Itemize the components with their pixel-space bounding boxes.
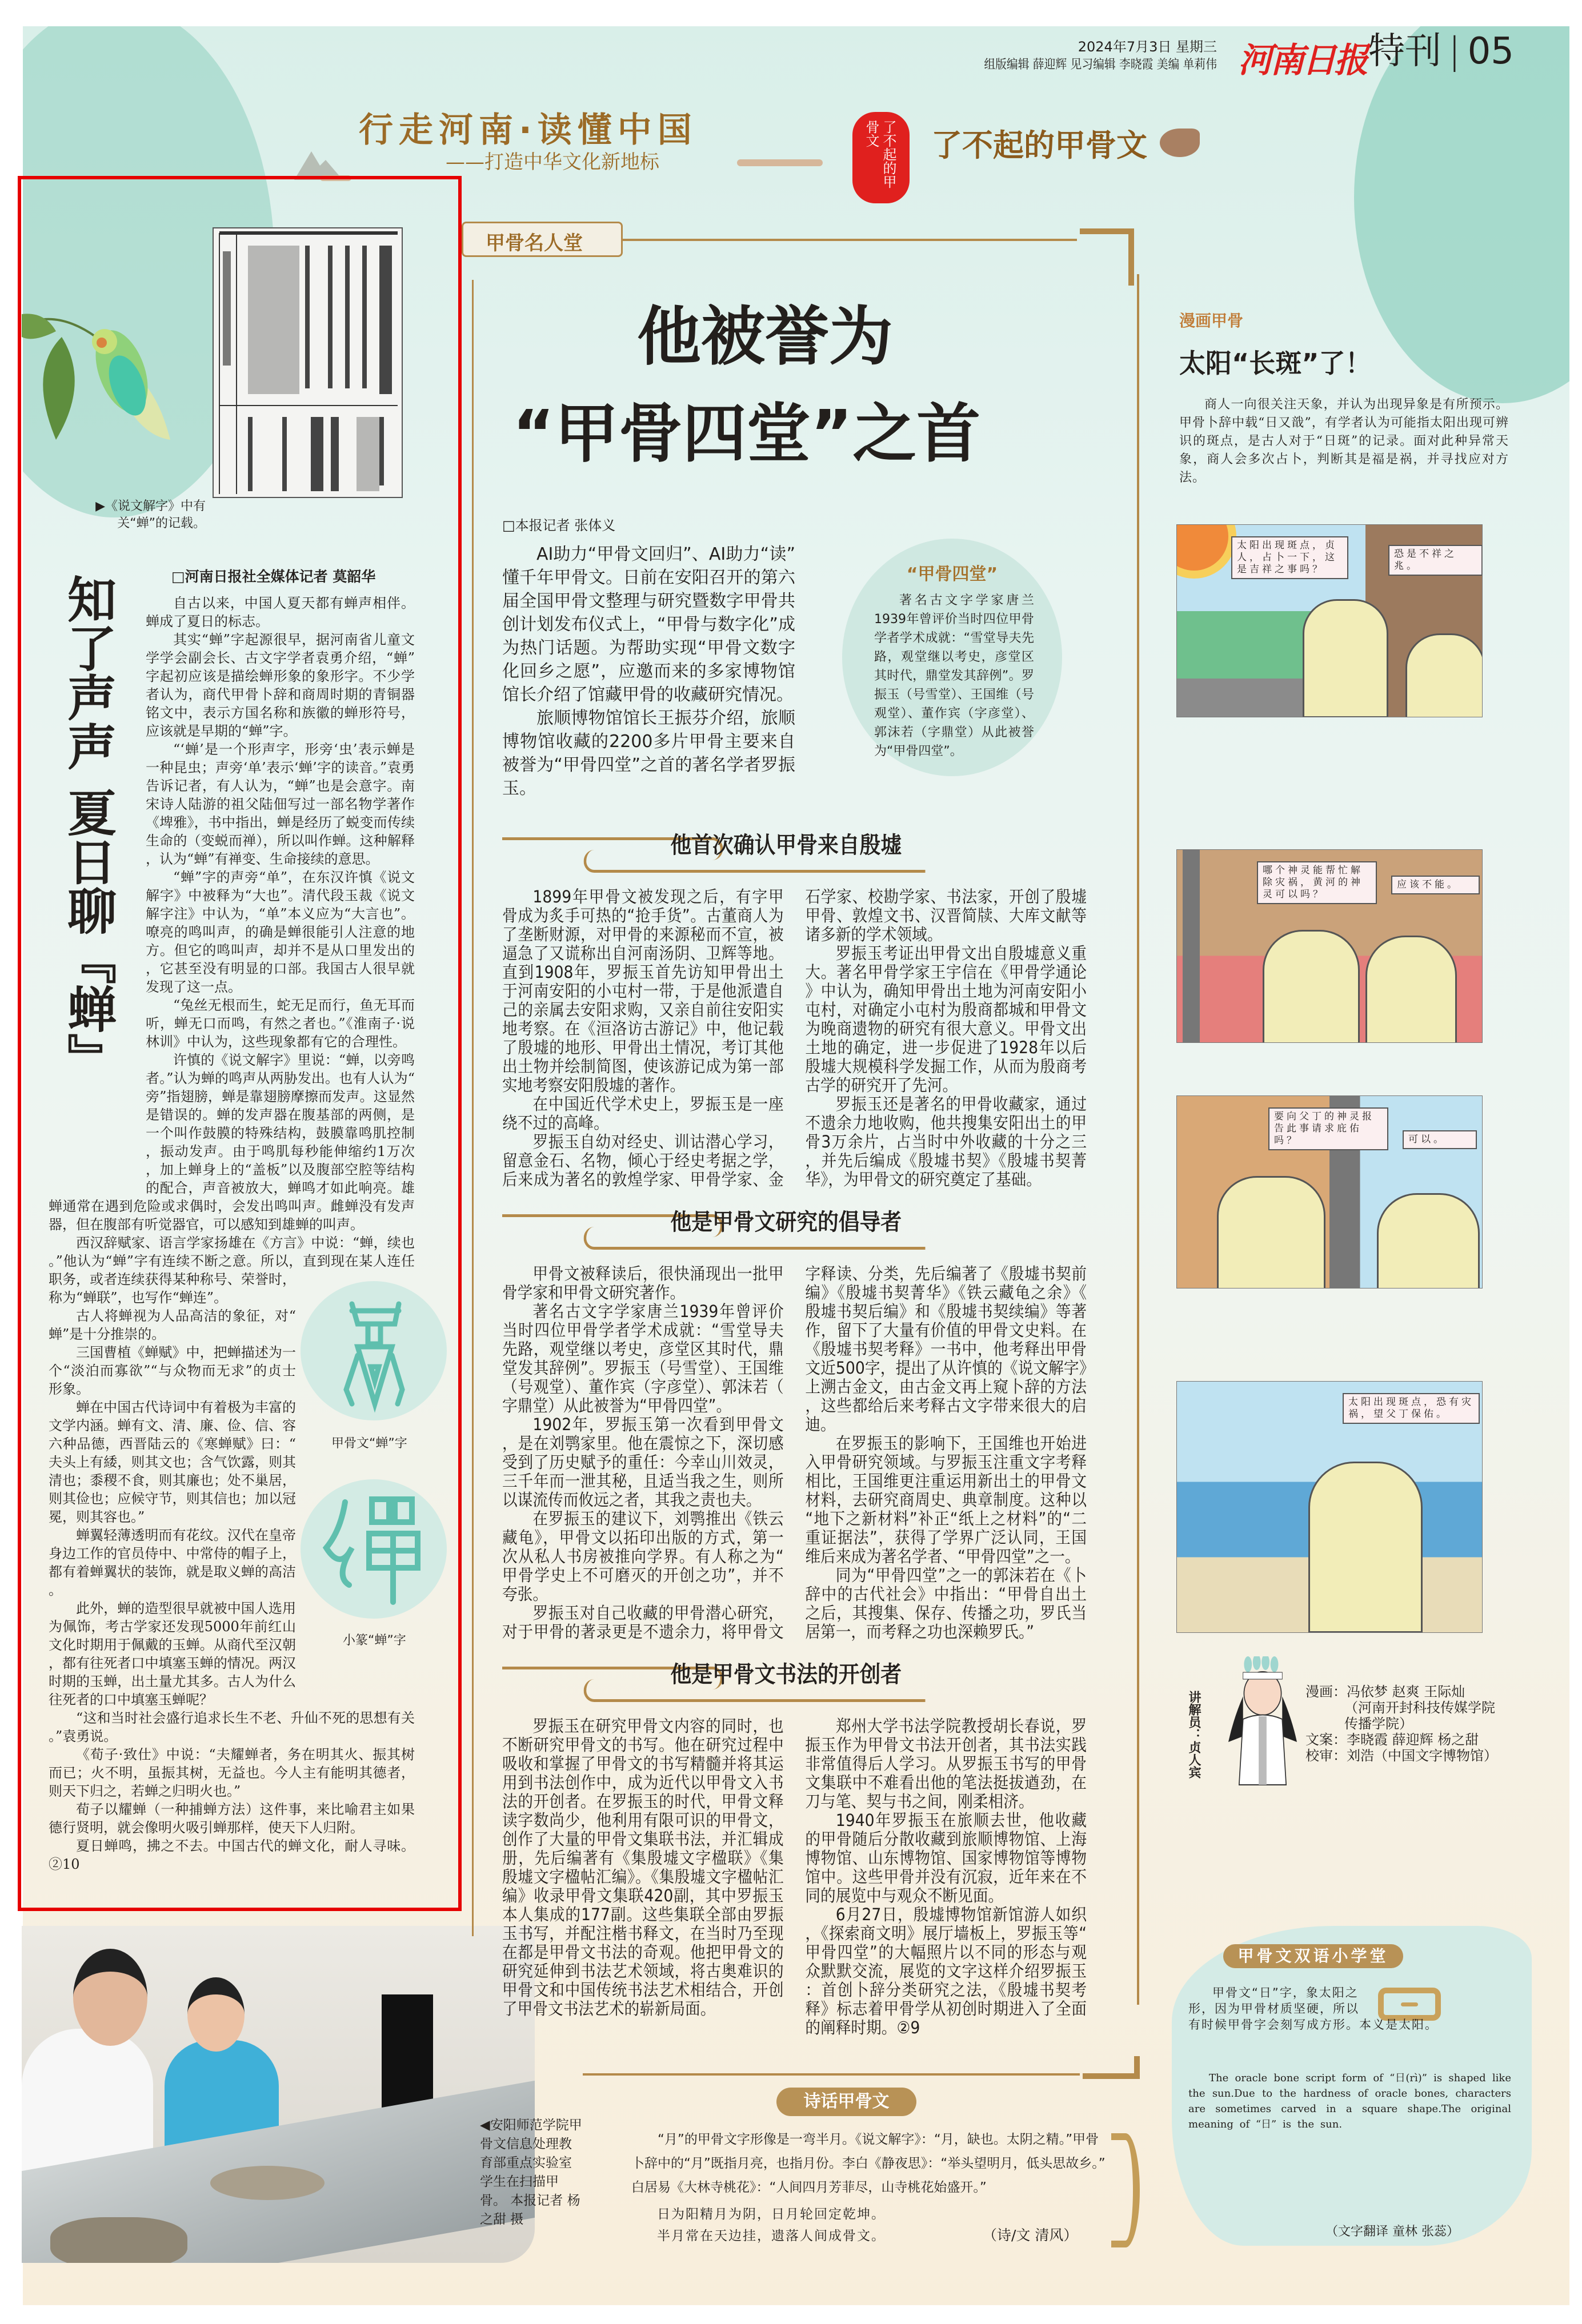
left-byline: □河南日报社全媒体记者 莫韶华	[171, 568, 376, 585]
comic-panel-1	[1176, 524, 1483, 717]
oracle-glyph-circle	[301, 1281, 447, 1420]
bilingual-english-text: The oracle bone script form of “日(rì)” is shaped like the sun.Due to the hardness of oracle bones, characters are sometimes carved in a square shape.The original meaning of “日” is the sun.	[1188, 2072, 1511, 2130]
speech-bubble: 哪个神灵能帮忙解除灾祸，黄河的神灵可以吗？	[1257, 861, 1377, 904]
comic-panel-3	[1176, 1095, 1483, 1289]
paragraph: 在中国近代学术史上，罗振玉是一座绕不过的高峰。	[502, 1094, 784, 1133]
gold-rule-vertical	[1137, 274, 1139, 2005]
king-figure	[1303, 599, 1388, 717]
main-article-sections	[502, 827, 1087, 2037]
comic-panel-2	[1176, 849, 1483, 1043]
speech-bubble: 要向父丁的神灵报告此事请求庇佑吗？	[1268, 1107, 1388, 1150]
gold-rule-vertical	[472, 280, 474, 1936]
paragraph: “‘蝉’是一个形声字，形旁‘虫’表示蝉是一种昆虫；声旁‘单’表示‘蝉’字的读音。”袁勇告诉记者，有人认为，“蝉”也是会意字。南宋诗人陆游的祖父陆佃写过一部名物学著作《埤雅》，书中指出，蝉是经历了蜕变而传续生命的（变蜕而禅），所以叫作蝉。这种解释，认为“蝉”有禅变、生命接续的意思。	[146, 741, 415, 867]
headline-spacer	[49, 594, 146, 1188]
banner-title: 行走河南·读懂中国	[359, 110, 698, 150]
banner-subtitle: ——打造中华文化新地标	[446, 151, 659, 174]
credit-line: 漫画：冯依梦 赵爽 王际灿	[1305, 1684, 1465, 1700]
paragraph: 蝉翼轻薄透明而有花纹。汉代在皇帝身边工作的官员侍中、中常侍的帽子上，都有着蝉翼状的装饰，就是取义蝉的高洁。	[49, 1527, 296, 1598]
paragraph: 古人将蝉视为人品高洁的象征，对“蝉”是十分推崇的。	[49, 1308, 296, 1342]
paragraph: 同为“甲骨四堂”之一的郭沫若在《卜辞中的古代社会》中指出：“甲骨自出土之后，其搜集、保存、传播之功，罗氏当居第一，而考释之功也深赖罗氏。”	[805, 1566, 1087, 1641]
corner-ornament	[1083, 2056, 1140, 2079]
section-body-1	[502, 888, 1087, 1189]
series-title: 了不起的甲骨文	[931, 127, 1147, 163]
series-seal: 了不起的甲骨文	[852, 112, 910, 203]
left-headline: 知了声声 夏日聊『蝉』	[59, 574, 116, 1082]
credit-line: 校审：刘浩（中国文字博物馆）	[1305, 1748, 1497, 1764]
cloud-ornament-icon	[1160, 129, 1200, 157]
sidebar-text: 著名古文字学家唐兰1939年曾评价当时四位甲骨学者学术成就：“雪堂导夫先路，观堂继以考史，彦堂区其时代，鼎堂发其辞例”。罗振玉（号雪堂）、王国维（号观堂）、董作宾（字彦堂）、郭沫若（字鼎堂）从此被誉为“甲骨四堂”。	[874, 593, 1034, 758]
poem-prose: “月”的甲骨文字形像是一弯半月。《说文解字》：“月，缺也。太阴之精。”甲骨卜辞中的“月”既指月亮，也指月份。李白《静夜思》：“举头望明月，低头思故乡。”白居易《大林寺桃花》：“人间四月芳菲尽，山寺桃花始盛开。”	[631, 2132, 1106, 2195]
issue-date: 2024年7月3日 星期三	[1078, 39, 1217, 55]
column-tag: 甲骨名人堂	[486, 232, 583, 255]
oracle-moon-glyph-icon	[1111, 2133, 1140, 2247]
mountain-decoration	[291, 140, 354, 186]
paragraph: “蝉”字的声旁“单”，在东汉许慎《说文解字》中被释为“大也”。清代段玉裁《说文解字注》中认为，“单”本义应为“大言也”。嘹亮的鸣叫声，的确是蝉很能引人注意的地方。但它的鸣叫声，却并不是从口里发出的，它甚至没有明显的口部。我国古人很早就发现了这一点。	[146, 869, 415, 995]
shuowen-jiezi-page-image	[213, 227, 403, 498]
paragraph: 1902年，罗振玉第一次看到甲骨文，是在刘鹗家里。他在震惊之下，深切感受到了历史赋予的重任：今幸山川效灵，三千年而一泄其秘，且适当我之生，则所以谋流传而攸远之者，其我之责也夫。	[502, 1415, 784, 1510]
poem-tag: 诗话甲骨文	[776, 2088, 916, 2116]
bilingual-chinese-text	[1188, 1985, 1457, 2033]
speech-bubble: 太阳出现斑点，贞人，占卜一下，这是吉祥之事吗？	[1231, 536, 1348, 579]
section-heading-text: 他首次确认甲骨来自殷墟	[670, 832, 902, 858]
photo-caption: ◀安阳师范学院甲骨文信息处理教育部重点实验室学生在扫描甲骨。 本报记者 杨之甜 摄	[480, 2118, 582, 2227]
paragraph: 三国曹植《蝉赋》中，把蝉描述为一个“淡泊而寡欲”“与众物而无求”的贞士形象。	[49, 1344, 296, 1397]
paragraph: 夏日蝉鸣，拂之不去。中国古代的蝉文化，耐人寻味。②10	[49, 1838, 415, 1872]
diviner-figure	[1405, 633, 1483, 717]
oracle-bone-chan-glyph-icon	[301, 1281, 447, 1420]
king-praying-figure	[1308, 1462, 1423, 1633]
comic-title: 太阳“长斑”了！	[1179, 348, 1372, 379]
speech-bubble: 恐是不祥之兆。	[1388, 545, 1483, 576]
section-body-3	[502, 1717, 1087, 2037]
paragraph: 甲骨文被释读后，很快涌现出一批甲骨学家和甲骨文研究著作。	[502, 1264, 784, 1302]
cicada-illustration	[22, 286, 199, 445]
main-title-line1: 他被誉为	[637, 300, 893, 374]
credit-line: 文案：李晓霞 薛迎辉 杨之甜	[1305, 1732, 1479, 1748]
king-figure	[1217, 1176, 1325, 1289]
oracle-glyph-caption: 甲骨文“蝉”字	[331, 1436, 407, 1451]
section-heading-1	[502, 827, 1087, 875]
paragraph: 自古以来，中国人夏天都有蝉声相伴。蝉成了夏日的标志。	[146, 595, 415, 629]
section-label: 特刊 | 05	[1368, 30, 1514, 73]
corner-ornament	[1080, 228, 1134, 286]
paragraph: “这和当时社会盛行追求长生不老、升仙不死的思想有关。”袁勇说。	[49, 1710, 415, 1744]
gold-rule	[583, 2073, 1080, 2076]
banner-dash	[737, 159, 823, 166]
speech-bubble: 应该不能。	[1391, 876, 1480, 894]
section-body-2	[502, 1265, 1087, 1641]
section-heading-3	[502, 1656, 1087, 1704]
paragraph: 此外，蝉的造型很早就被中国人选用为佩饰，考古学家还发现5000年前红山文化时期用于佩戴的玉蝉。从商代至汉朝，都有往死者口中填塞玉蝉的情况。两汉时期的玉蝉，出土量尤其多。古人为什么往死者的口中填塞玉蝉呢？	[49, 1600, 296, 1708]
comic-intro: 商人一向很关注天象，并认为出现异象是有所预示。甲骨卜辞中载“日又戠”，有学者认为可能指太阳出现可辨识的斑点，是古人对于“日斑”的记录。面对此种异常天象，商人会多次占卜，判断其是福是祸，并寻找应对方法。	[1179, 398, 1509, 485]
diviner-figure	[1377, 1193, 1480, 1289]
section-name: 特刊	[1368, 30, 1441, 73]
paragraph: 荀子以耀蝉（一种捕蝉方法）这件事，来比喻君主如果德行贤明，就会像明火吸引蝉那样，使天下人归附。	[49, 1801, 415, 1836]
speech-bubble: 可以。	[1403, 1130, 1477, 1149]
page-number: 05	[1467, 30, 1514, 73]
paragraph: 罗振玉自幼对经史、训诂潜心学习，留意金石、名物，倾心于经史考据之学，后来成为著名的敦煌学家、甲骨学家、金石学家、校勘学家、书法家，开创了殷墟甲骨、敦煌文书、汉晋简牍、大库文献等诸多新的学术领域。	[502, 887, 1087, 1189]
paragraph: 《荀子·致仕》中说：“夫耀蝉者，务在明其火、振其树而已；火不明，虽振其树，无益也。今人主有能明其德者，则天下归之，若蝉之归明火也。”	[49, 1747, 415, 1799]
bilingual-tag: 甲骨文双语小学堂	[1223, 1944, 1403, 1968]
image-caption: ▶《说文解字》中有关“蝉”的记载。	[95, 499, 206, 531]
bilingual-zh: 甲骨文“日”字，象太阳之形，因为甲骨材质坚硬，所以有时候甲骨字会刻写成方形。本义是太阳。	[1188, 1986, 1438, 2032]
poem-block	[606, 2056, 1143, 2243]
intro-paragraph: AI助力“甲骨文回归”、AI助力“读”懂千年甲骨文。日前在安阳召开的第六届全国甲骨文整理与研究暨数字甲骨共创计划发布仪式上，“甲骨与数字化”成为热门话题。为帮助实现“甲骨文数字化回乡之愿”，应邀而来的多家博物馆馆长介绍了馆藏甲骨的收藏研究情况。	[502, 544, 795, 705]
speech-bubble: 太阳出现斑点，恐有灾祸，望父丁保佑。	[1343, 1393, 1480, 1424]
paragraph: 罗振玉对自己收藏的甲骨潜心研究，对于甲骨的著录更是不遗余力，将甲骨文字释读、分类，先后编著了《殷墟书契前编》《殷墟书契菁华》《铁云藏龟之余》《殷墟书契后编》和《殷墟书契续编》等著作，留下了大量有价值的甲骨文史料。在《殷墟书契考释》一书中，他考释出甲骨文近500字，提出了从许慎的《说文解字》上溯古金文，由古金文再上窥卜辞的方法，这些都给后来考释古文字带来很大的启迪。	[502, 1264, 1087, 1641]
comic-panel-4	[1176, 1381, 1483, 1633]
students-scanning-oracle-bones-photo	[22, 1926, 535, 2263]
sidebar-title: “甲骨四堂”	[906, 564, 998, 584]
comic-credits	[1305, 1684, 1545, 1764]
poem-line-1: 日为阳精月为阴，日月轮回定乾坤。	[657, 2207, 886, 2222]
translators: （文字翻译 童林 张蕊）	[1325, 2225, 1459, 2239]
section-heading-text: 他是甲骨文书法的开创者	[670, 1661, 902, 1688]
sun-with-spots-icon	[1176, 524, 1228, 571]
narrator-label: 讲解员：贞人宾	[1187, 1691, 1201, 1779]
main-intro	[502, 543, 795, 800]
main-title-line2: “甲骨四堂”之首	[512, 397, 981, 471]
narrator-character-illustration	[1228, 1656, 1297, 1793]
gold-rule	[623, 239, 1077, 241]
paragraph: 1899年甲骨文被发现之后，有字甲骨成为炙手可热的“抢手货”。古董商人为了垄断财源，对甲骨的来源秘而不宣，被逼急了又谎称出自河南汤阴、卫辉等地。直到1908年，罗振玉首先访知甲骨出土于河南安阳的小屯村一带，于是他派遣自己的亲属去安阳求购，又亲自前往安阳实地考察。在《洹洛访古游记》中，他记载了殷墟的地形、甲骨出土情况，考订其他出土物并绘制简图，使该游记成为第一部实地考察安阳殷墟的著作。	[502, 887, 784, 1095]
credit-line: （河南开封科技传媒学院	[1344, 1700, 1495, 1716]
paragraph: 1940年罗振玉在旅顺去世，他收藏的甲骨随后分散收藏到旅顺博物馆、上海博物馆、山东博物馆、国家博物馆等博物馆中。这些甲骨并没有沉寂，近年来在不同的展览中与观众不断见面。	[805, 1811, 1087, 1905]
comic-column-tag: 漫画甲骨	[1179, 311, 1244, 330]
section-heading-2	[502, 1204, 1087, 1252]
diviner-figure	[1365, 936, 1457, 1043]
paragraph: 在罗振玉的建议下，刘鹗推出《铁云藏龟》，甲骨文以拓印出版的方式，第一次从私人书房被推向学界。有人称之为“甲骨学史上不可磨灭的开创之功”，并不夸张。	[502, 1509, 784, 1604]
photo-block	[0, 1926, 588, 2269]
ink-swirl-decoration	[1354, 26, 1569, 403]
section-heading-text: 他是甲骨文研究的倡导者	[670, 1209, 902, 1235]
seal-glyph-circle	[301, 1479, 447, 1619]
paragraph: 郑州大学书法学院教授胡长春说，罗振玉作为甲骨文书法开创者，其书法实践非常值得后人学习。从罗振玉书写的甲骨文集联中不难看出他的笔法挺拔遒劲，在刀与笔、契与书之间，刚柔相济。	[805, 1716, 1087, 1811]
paragraph: 西汉辞赋家、语言学家扬雄在《方言》中说：“蝉，续也。”他认为“蝉”字有连续不断之意。所以，直到现在某人连任职务，或者连续获得某种称号、荣誉时，称为“蝉联”，也写作“蝉连”。	[49, 1235, 415, 1306]
intro-paragraph: 旅顺博物馆馆长王振芬介绍，旅顺博物馆收藏的2200多片甲骨主要来自被誉为“甲骨四堂”之首的著名学者罗振玉。	[502, 708, 795, 798]
seal-script-chan-glyph-icon	[301, 1479, 447, 1619]
paragraph: “兔丝无根而生，蛇无足而行，鱼无耳而听，蝉无口而鸣，有然之者也。”《淮南子·说林训》中认为，这些现象都有它的合理性。	[146, 997, 415, 1050]
paragraph: 罗振玉在研究甲骨文内容的同时，也不断研究甲骨文的书写。他在研究过程中吸收和掌握了甲骨文的书写精髓并将其运用到书法创作中，成为近代以甲骨文入书法的开创者。在罗振玉的时代，甲骨文释读字数尚少，他利用有限可识的甲骨文，创作了大量的甲骨文集联书法，并汇辑成册，先后编著有《集殷墟文字楹联》《集殷墟文字楹帖汇编》。《集殷墟文字楹帖汇编》收录甲骨文集联420副，其中罗振玉本人集成的177副。这些集联全部由罗振玉书写，并配注楷书释文，在当时乃至现在都是甲骨文书法的奇观。他把甲骨文的研究延伸到书法艺术领域，将古奥难识的甲骨文和中国传统书法艺术相结合，开创了甲骨文书法艺术的崭新局面。	[502, 1716, 784, 2018]
paper-logo: 河南日报	[1238, 41, 1366, 81]
paragraph: 蝉在中国古代诗词中有着极为丰富的文学内涵。蝉有文、清、廉、俭、信、容六种品德，西晋陆云的《寒蝉赋》曰：“夫头上有緌，则其文也；含气饮露，则其清也；黍稷不食，则其廉也；处不巢居，则其俭也；应候守节，则其信也；加以冠冕，则其容也。”	[49, 1399, 296, 1525]
left-article-body	[49, 594, 415, 1873]
paragraph: 罗振玉还是著名的甲骨收藏家，通过不遗余力地收购，他共搜集安阳出土的甲骨3万余片，占当时中外收藏的十分之三，并先后编成《殷墟书契》《殷墟书契菁华》，为甲骨文的研究奠定了基础。	[805, 1094, 1087, 1189]
poem-line-2: 半月常在天边挂，遗落人间成骨文。	[657, 2229, 886, 2243]
poem-credit: （诗/文 清风）	[983, 2227, 1078, 2243]
seal-glyph-caption: 小篆“蝉”字	[343, 1633, 406, 1648]
king-figure	[1263, 930, 1360, 1043]
paragraph: 6月27日，殷墟博物馆新馆游人如织，《探索商文明》展厅墙板上，罗振玉等“甲骨四堂”的大幅照片以不同的形态与观众默默交流，展览的文字这样介绍罗振玉：首创卜辞分类研究之法，《殷墟书契考释》标志着甲骨学从初创时期进入了全面的阐释时期。②9	[805, 1905, 1087, 2037]
credit-line: 传播学院）	[1344, 1716, 1413, 1732]
paragraph: 许慎的《说文解字》里说：“蝉，以旁鸣者。”认为蝉的鸣声从两胁发出。也有人认为“旁”指翅膀，蝉是靠翅膀摩擦而发声。这显然是错误的。蝉的发声器在腹基部的两侧，是一个叫作鼓膜的特殊结构，鼓膜靠鸣肌控制，振动发声。由于鸣肌每秒能伸缩约1万次，加上蝉身上的“盖板”以及腹部空腔等结构的配合，声音被放大，蝉鸣才如此响亮。雄蝉通常在遇到危险或求偶时，会发出鸣叫声。雌蝉没有发声器，但在腹部有听觉器官，可以感知到雄蝉的叫声。	[49, 1052, 415, 1233]
paragraph: 其实“蝉”字起源很早，据河南省儿童文学学会副会长、古文字学者袁勇介绍，“蝉”字起初应该是描绘蝉形象的象形字。不少学者认为，商代甲骨卜辞和商周时期的青铜器铭文中，表示方国名称和族徽的蝉形符号，应该就是早期的“蝉”字。	[146, 632, 415, 739]
main-byline: □本报记者 张体义	[502, 517, 616, 533]
editor-credits: 组版编辑 薛迎辉 见习编辑 李晓霞 美编 单莉伟	[984, 58, 1217, 72]
paragraph: 罗振玉考证出甲骨文出自殷墟意义重大。著名甲骨学家王宇信在《甲骨学通论》中认为，确知甲骨出土地为河南安阳小屯村，对确定小屯村为殷商都城和甲骨文为晚商遗物的研究有很大意义。甲骨文出土地的确定，进一步促进了1928年以后殷墟大规模科学发掘工作，从而为殷商考古学的研究开了先河。	[805, 944, 1087, 1095]
paragraph: 在罗振玉的影响下，王国维也开始进入甲骨研究领域。与罗振玉注重文字考释相比，王国维更注重运用新出土的甲骨文材料，去研究商周史、典章制度。这种以“地下之新材料”补正“纸上之材料”的“二重证据法”，获得了学界广泛认同，王国维后来成为著名学者、“甲骨四堂”之一。	[805, 1434, 1087, 1566]
paragraph: 著名古文字学家唐兰1939年曾评价当时四位甲骨学者学术成就：“雪堂导夫先路，观堂继以考史，彦堂区其时代，鼎堂发其辞例”。罗振玉（号雪堂）、王国维（号观堂）、董作宾（字彦堂）、郭沫若（字鼎堂）从此被誉为“甲骨四堂”。	[502, 1302, 784, 1415]
